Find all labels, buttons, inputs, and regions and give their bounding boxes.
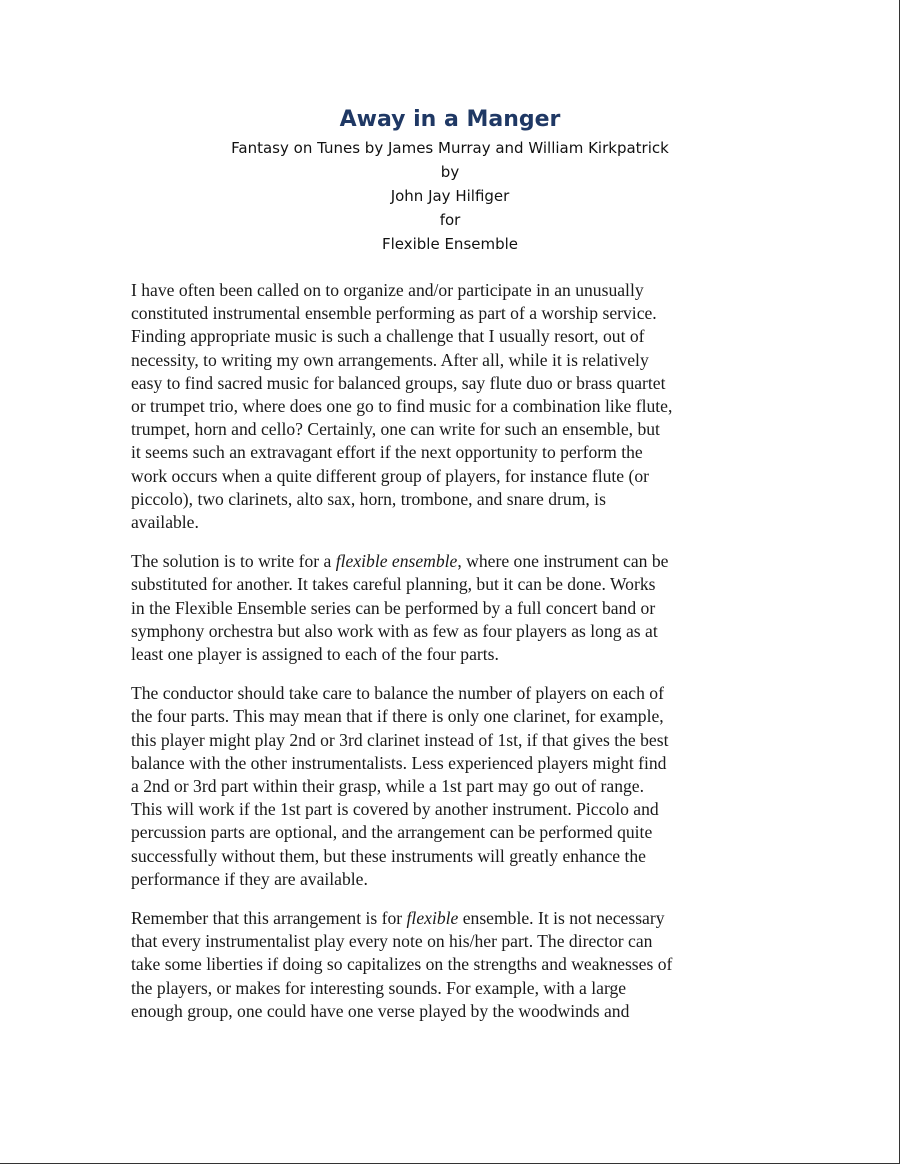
text-line: balance with the other instrumentalists. Less experienced players might find xyxy=(131,752,667,773)
paragraph-conductor xyxy=(131,682,781,891)
text-line: necessity, to writing my own arrangements. After all, while it is relatively xyxy=(131,349,649,370)
text-line: a 2nd or 3rd part within their grasp, while a 1st part may go out of range. xyxy=(131,776,645,797)
text-line: the players, or makes for interesting sounds. For example, with a large xyxy=(131,977,627,998)
italic-term: flexible ensemble xyxy=(335,551,458,572)
text-line: The conductor should take care to balance the number of players on each of xyxy=(131,683,664,704)
text-line xyxy=(131,907,781,930)
text-line: easy to find sacred music for balanced groups, say flute duo or brass quartet xyxy=(131,372,666,393)
header-block xyxy=(0,104,900,256)
text-line: substituted for another. It takes careful planning, but it can be done. Works xyxy=(131,574,656,595)
by-label: by xyxy=(440,163,460,181)
text-line: symphony orchestra but also work with as few as four players as long as at xyxy=(131,620,658,641)
text-line: take some liberties if doing so capitalizes on the strengths and weaknesses of xyxy=(131,954,673,975)
text-run: ensemble. It is not necessary xyxy=(458,908,665,929)
text-line: or trumpet trio, where does one go to find music for a combination like flute, xyxy=(131,396,673,417)
text-line: work occurs when a quite different group of players, for instance flute (or xyxy=(131,465,650,486)
text-run: Remember that this arrangement is for xyxy=(131,908,407,929)
for-label: for xyxy=(439,211,461,229)
paragraph-remember xyxy=(131,907,781,1023)
text-line: constituted instrumental ensemble performing as part of a worship service. xyxy=(131,303,657,324)
text-line: piccolo), two clarinets, alto sax, horn, trombone, and snare drum, is xyxy=(131,488,606,509)
body-text xyxy=(131,279,781,1039)
text-run: , where one instrument can be xyxy=(457,551,669,572)
text-line: this player might play 2nd or 3rd clarinet instead of 1st, if that gives the best xyxy=(131,729,669,750)
text-run: The solution is to write for a xyxy=(131,551,336,572)
text-line xyxy=(131,550,781,573)
text-line: least one player is assigned to each of the four parts. xyxy=(131,644,499,665)
text-line: available. xyxy=(131,512,199,533)
text-line: the four parts. This may mean that if there is only one clarinet, for example, xyxy=(131,706,664,727)
text-line: in the Flexible Ensemble series can be performed by a full concert band or xyxy=(131,597,656,618)
text-line: I have often been called on to organize and/or participate in an unusually xyxy=(131,280,644,300)
text-line: enough group, one could have one verse played by the woodwinds and xyxy=(131,1000,630,1021)
text-line: trumpet, horn and cello? Certainly, one can write for such an ensemble, but xyxy=(131,419,660,440)
italic-term: flexible xyxy=(406,908,459,929)
text-line: Finding appropriate music is such a challenge that I usually resort, out of xyxy=(131,326,645,347)
text-line: This will work if the 1st part is covered by another instrument. Piccolo and xyxy=(131,799,659,820)
page-title: Away in a Manger xyxy=(339,107,561,132)
text-line: that every instrumentalist play every note on his/her part. The director can xyxy=(131,931,653,952)
text-line: percussion parts are optional, and the arrangement can be performed quite xyxy=(131,822,653,843)
subtitle: Fantasy on Tunes by James Murray and William Kirkpatrick xyxy=(231,139,669,157)
ensemble-name: Flexible Ensemble xyxy=(381,235,519,253)
composer-name: John Jay Hilfiger xyxy=(390,187,510,205)
text-line: it seems such an extravagant effort if the next opportunity to perform the xyxy=(131,442,643,463)
text-line: successfully without them, but these instruments will greatly enhance the xyxy=(131,845,646,866)
text-line: performance if they are available. xyxy=(131,868,368,889)
paragraph-intro xyxy=(131,279,781,534)
paragraph-solution xyxy=(131,550,781,666)
